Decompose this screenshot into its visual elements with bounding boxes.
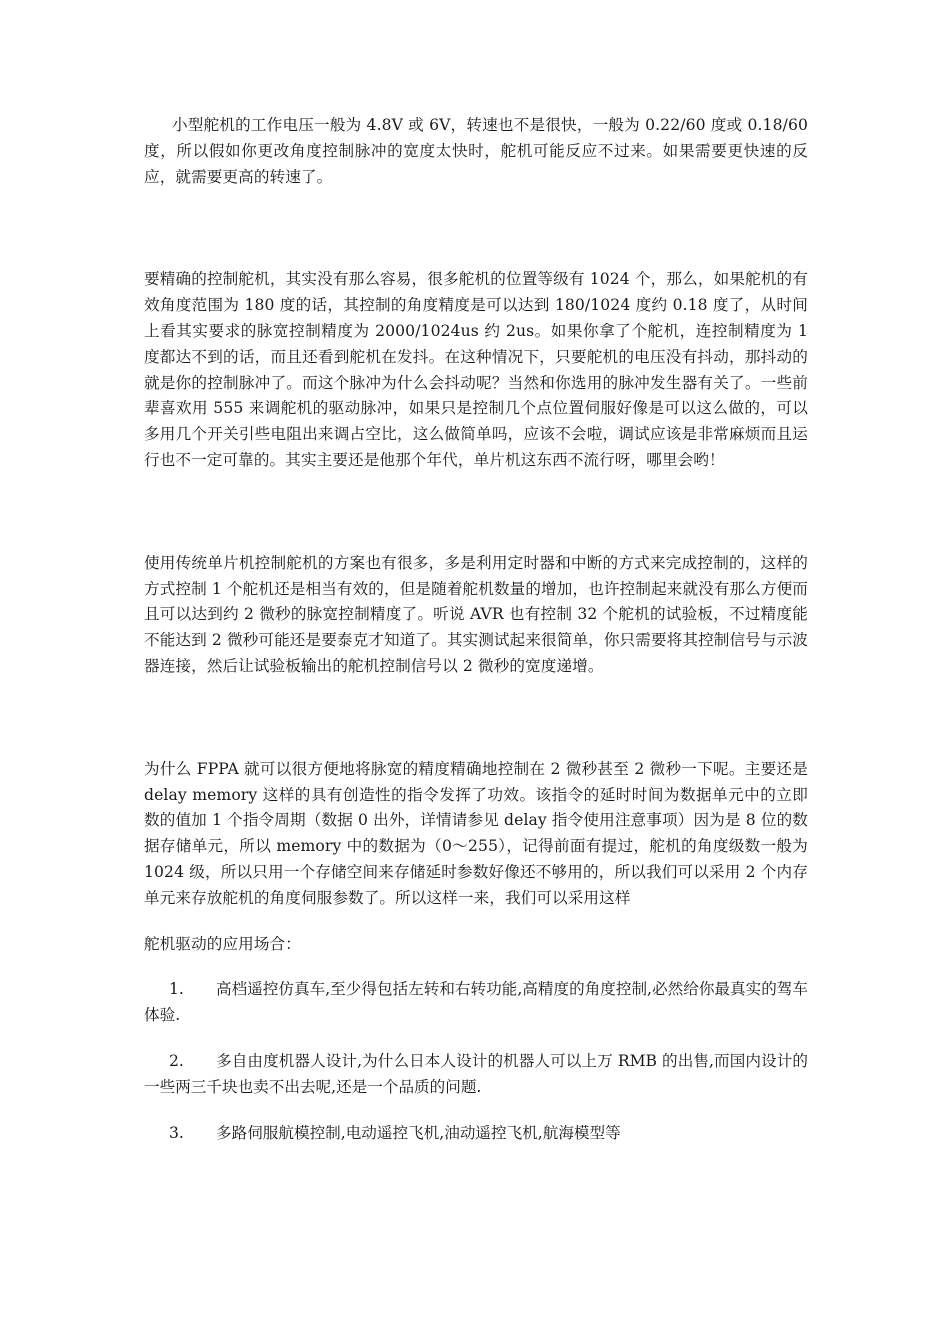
spacer bbox=[144, 190, 808, 267]
spacer bbox=[144, 957, 808, 977]
paragraph-applications-heading: 舵机驱动的应用场合： bbox=[144, 934, 301, 953]
list-item bbox=[144, 1049, 808, 1101]
list-item-number: 2. bbox=[169, 1051, 184, 1070]
paragraph-mcu-control: 使用传统单片机控制舵机的方案也有很多，多是利用定时器和中断的方式来完成控制的，这样的方式控制 1 个舵机还是相当有效的，但是随着舵机数量的增加，也许控制起来就没有那么方便而且可以达到约 2 微秒的脉宽控制精度了。听说 AVR 也有控制 32 个舵机的试验板，不过精度能不能达到 2 微秒可能还是要泰克才知道了。其实测试起来很简单，你只需要将其控制信号与示波器连接，然后让试验板输出的舵机控制信号以 2 微秒的宽度递增。 bbox=[144, 553, 808, 675]
paragraph-precision-control: 要精确的控制舵机，其实没有那么容易，很多舵机的位置等级有 1024 个，那么，如果舵机的有效角度范围为 180 度的话，其控制的角度精度是可以达到 180/1024 度约 0.18 度了，从时间上看其实要求的脉宽控制精度为 2000/1024us 约 2us。如果你拿了个舵机，连控制精度为 1 度都达不到的话，而且还看到舵机在发抖。在这种情况下，只要舵机的电压没有抖动，那抖动的就是你的控制脉冲了。而这个脉冲为什么会抖动呢？当然和你选用的脉冲发生器有关了。一些前辈喜欢用 555 来调舵机的驱动脉冲，如果只是控制几个点位置伺服好像是可以这么做的，可以多用几个开关引些电阻出来调占空比，这么做简单吗，应该不会啦，调试应该是非常麻烦而且运行也不一定可靠的。其实主要还是他那个年代，单片机这东西不流行呀，哪里会哟！ bbox=[144, 270, 808, 469]
list-item bbox=[144, 977, 808, 1029]
document-page bbox=[144, 113, 808, 1146]
list-item-number: 3. bbox=[169, 1123, 184, 1142]
list-item-text: 高档遥控仿真车,至少得包括左转和右转功能,高精度的角度控制,必然给你最真实的驾车体验. bbox=[144, 980, 808, 1025]
spacer bbox=[144, 1029, 808, 1049]
spacer bbox=[144, 474, 808, 551]
list-item-number: 1. bbox=[169, 980, 184, 999]
paragraph-servo-voltage: 小型舵机的工作电压一般为 4.8V 或 6V，转速也不是很快，一般为 0.22/60 度或 0.18/60 度，所以假如你更改角度控制脉冲的宽度太快时，舵机可能反应不过来。如果需要更快速的反应，就需要更高的转速了。 bbox=[144, 116, 808, 186]
spacer bbox=[144, 1101, 808, 1121]
spacer bbox=[144, 680, 808, 757]
list-item-text: 多路伺服航模控制,电动遥控飞机,油动遥控飞机,航海模型等 bbox=[216, 1123, 621, 1142]
list-item bbox=[144, 1121, 808, 1147]
spacer bbox=[144, 912, 808, 932]
paragraph-fppa: 为什么 FPPA 就可以很方便地将脉宽的精度精确地控制在 2 微秒甚至 2 微秒一下呢。主要还是 delay memory 这样的具有创造性的指令发挥了功效。该指令的延时时间为数据单元中的立即数的值加 1 个指令周期（数据 0 出外，详情请参见 delay 指令使用注意事项）因为是 8 位的数据存储单元，所以 memory 中的数据为（0～255），记得前面有提过，舵机的角度级数一般为 1024 级，所以只用一个存储空间来存储延时参数好像还不够用的，所以我们可以采用 2 个内存单元来存放舵机的角度伺服参数了。所以这样一来，我们可以采用这样 bbox=[144, 759, 808, 907]
list-item-text: 多自由度机器人设计,为什么日本人设计的机器人可以上万 RMB 的出售,而国内设计的一些两三千块也卖不出去呢,还是一个品质的问题. bbox=[144, 1051, 808, 1096]
